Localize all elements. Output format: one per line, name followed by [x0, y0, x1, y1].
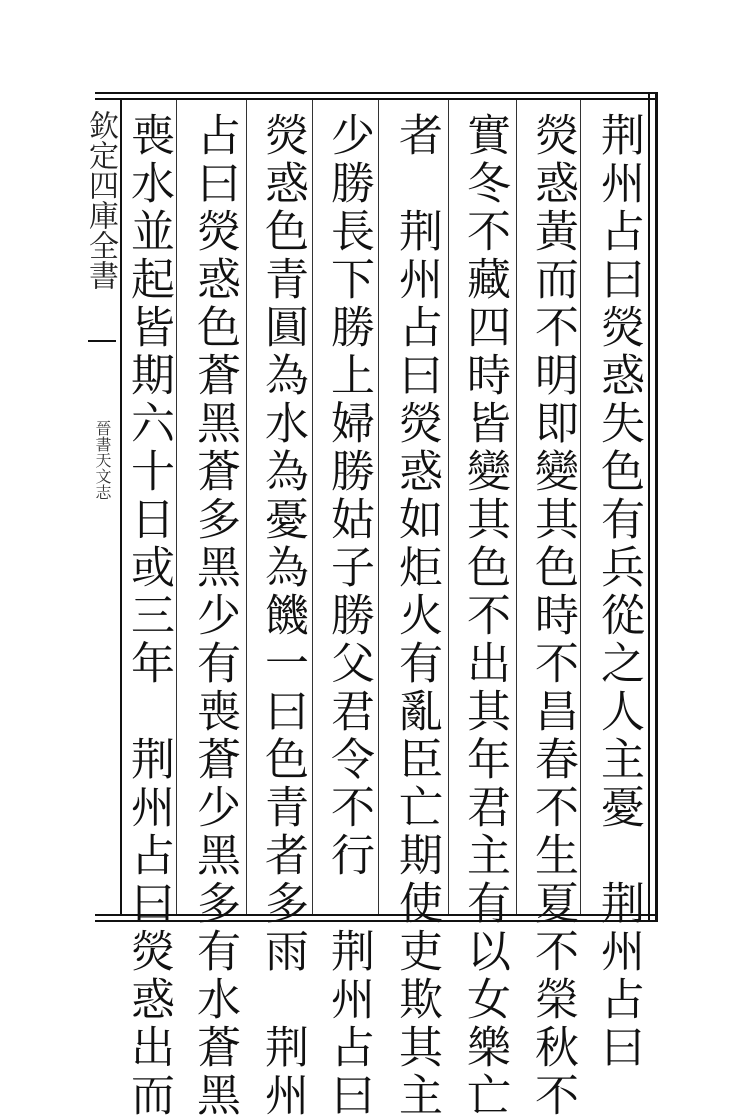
text-column-6: 熒惑色青圓為水為憂為饑一曰色青者多雨 荆州 — [257, 112, 308, 1120]
margin-title-upper: 欽定四庫全書 — [83, 110, 118, 290]
text-column-1: 荆州占曰熒惑失色有兵從之人主憂 荆州占曰 — [593, 112, 644, 1072]
text-column-7: 占曰熒惑色蒼黑蒼多黑少有喪蒼少黑多有水蒼黑 — [189, 112, 240, 1120]
text-column-4: 者 荆州占曰熒惑如炬火有亂臣亡期使吏欺其主 — [391, 112, 442, 1120]
fold-mark — [88, 340, 116, 352]
column-divider — [378, 100, 379, 914]
column-divider — [580, 100, 581, 914]
column-divider — [246, 100, 247, 914]
column-divider — [312, 100, 313, 914]
top-border-rule — [95, 92, 655, 100]
column-divider — [516, 100, 517, 914]
text-column-2: 熒惑黃而不明即變其色時不昌春不生夏不榮秋不 — [527, 112, 578, 1120]
text-column-8: 喪水並起皆期六十日或三年 荆州占曰熒惑出而 — [123, 112, 174, 1120]
margin-title-lower: 晉書天文志 — [93, 420, 112, 500]
column-divider — [176, 100, 177, 914]
text-column-5: 少勝長下勝上婦勝姑子勝父君令不行 荆州占曰 — [323, 112, 374, 1120]
right-border-rule — [648, 92, 658, 922]
column-divider — [448, 100, 449, 914]
text-column-3: 實冬不藏四時皆變其色不出其年君主有以女樂亡 — [459, 112, 510, 1120]
